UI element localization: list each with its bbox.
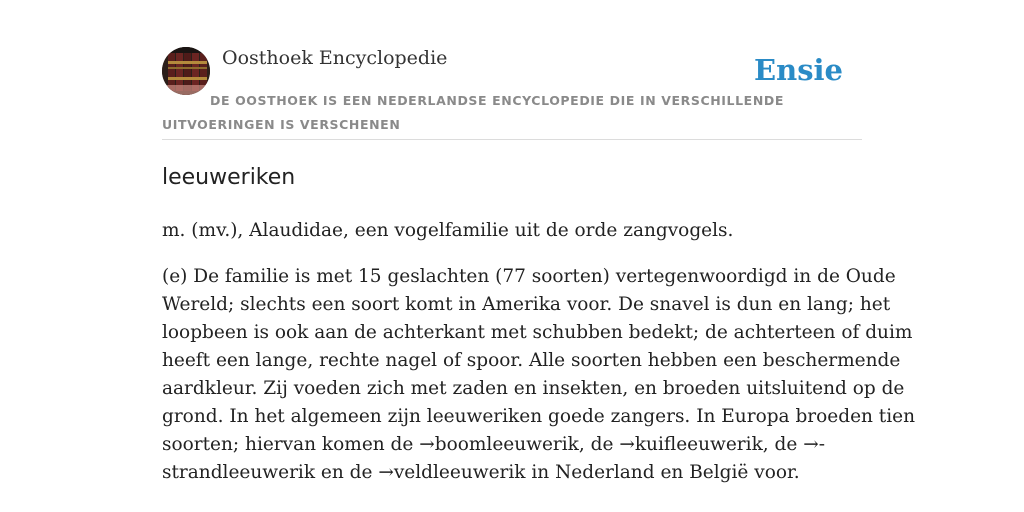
site-title[interactable]: Oosthoek Encyclopedie (222, 47, 448, 69)
body-line: loopbeen is ook aan de achterkant met schubben bedekt; de achterteen of duim (162, 322, 913, 343)
body-line: (e) De familie is met 15 geslachten (77 soorten) vertegenwoordigd in de Oude (162, 266, 896, 287)
xref-kuifleeuwerik-link[interactable]: →kuifleeuwerik (619, 434, 763, 455)
body-line (162, 431, 862, 459)
body-text: , de (578, 434, 620, 455)
header-divider (162, 139, 862, 140)
xref-boomleeuwerik-link[interactable]: →boomleeuwerik (419, 434, 579, 455)
body-text: soorten; hiervan komen de (162, 434, 420, 455)
body-line: Wereld; slechts een soort komt in Amerika voor. De snavel is dun en lang; het (162, 294, 891, 315)
body-text: , de (762, 434, 804, 455)
body-line (162, 459, 862, 487)
article-title: leeuweriken (162, 165, 296, 190)
body-line: grond. In het algemeen zijn leeuweriken goede zangers. In Europa broeden tien (162, 406, 916, 427)
article-body (162, 263, 916, 487)
body-line: aardkleur. Zij voeden zich met zaden en insekten, en broeden uitsluitend op de (162, 378, 905, 399)
brand-logo[interactable]: Ensie (754, 53, 843, 87)
body-text: en de (315, 462, 379, 483)
xref-strandleeuwerik-link-part2[interactable]: strandleeuwerik (162, 462, 316, 483)
xref-strandleeuwerik-link-part1[interactable]: →- (803, 434, 825, 455)
article-definition: m. (mv.), Alaudidae, een vogelfamilie uit de orde zangvogels. (162, 220, 734, 241)
book-spines-avatar-icon[interactable] (162, 47, 210, 95)
site-tagline: DE OOSTHOEK IS EEN NEDERLANDSE ENCYCLOPEDIE DIE IN VERSCHILLENDE UITVOERINGEN IS VERSCHENEN (162, 93, 784, 132)
body-text: in Nederland en België voor. (525, 462, 800, 483)
body-line: heeft een lange, rechte nagel of spoor. Alle soorten hebben een beschermende (162, 350, 901, 371)
xref-veldleeuwerik-link[interactable]: →veldleeuwerik (378, 462, 526, 483)
